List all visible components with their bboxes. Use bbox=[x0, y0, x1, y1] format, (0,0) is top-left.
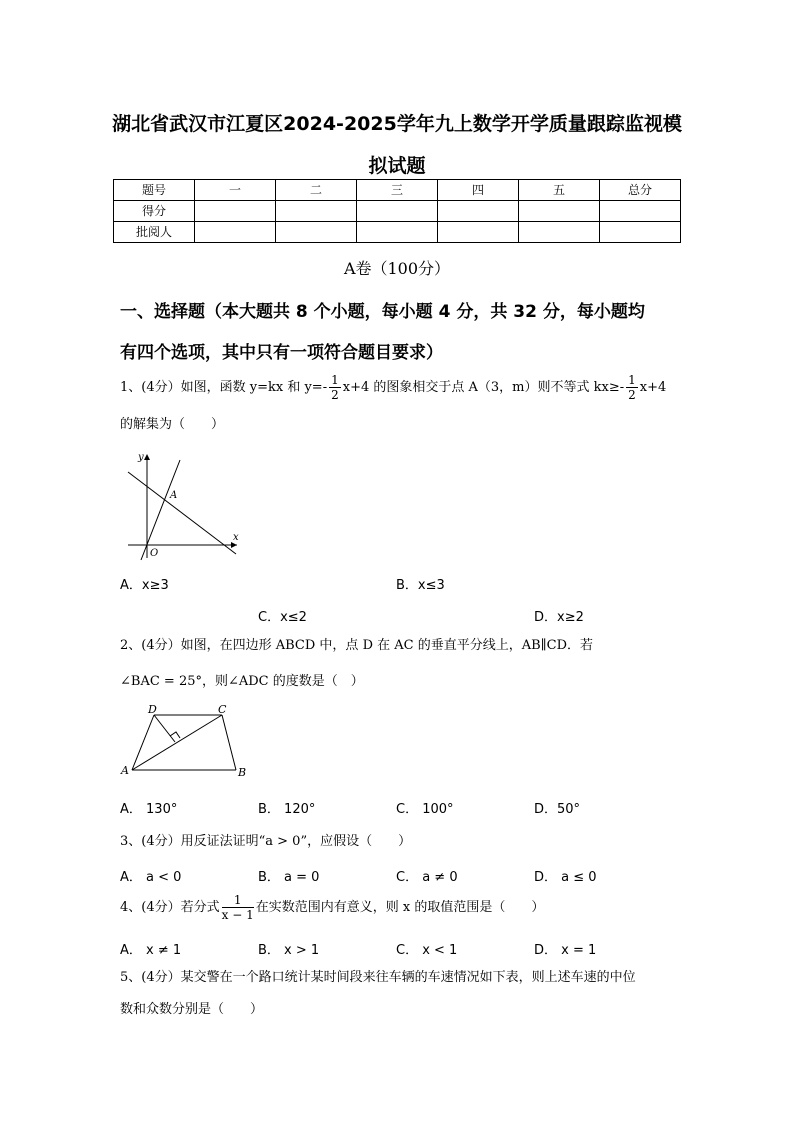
origin-label: O bbox=[150, 548, 159, 559]
score-cell bbox=[357, 201, 438, 222]
row-label: 得分 bbox=[114, 201, 195, 222]
question-5-line2: 数和众数分别是（ ） bbox=[120, 1002, 264, 1017]
question-1-line2: 的解集为（ ） bbox=[120, 417, 225, 432]
question-5-line1: 5、(4分）某交警在一个路口统计某时间段来往车辆的车速情况如下表，则上述车速的中位 bbox=[120, 970, 636, 985]
header-cell: 总分 bbox=[600, 180, 681, 201]
q2-option-a: A． 130° bbox=[120, 802, 178, 817]
q1-fraction-b: $\frac{1}{2}$ bbox=[628, 373, 636, 402]
y-axis-arrow-icon bbox=[144, 454, 150, 460]
reviewer-row bbox=[114, 222, 681, 243]
question-2-line2: ∠BAC = 25°，则∠ADC 的度数是（ ） bbox=[120, 674, 364, 689]
q2-option-d: D．50° bbox=[534, 802, 581, 817]
point-a-label: A bbox=[170, 490, 178, 501]
question-2-line1: 2、(4分）如图，在四边形 ABCD 中，点 D 在 AC 的垂直平分线上，AB∥CD．若 bbox=[120, 638, 594, 653]
label-c: C bbox=[218, 703, 227, 716]
q4-option-a: A． x ≠ 1 bbox=[120, 943, 182, 958]
question-1-line1 bbox=[120, 373, 690, 402]
x-axis-label: x bbox=[233, 532, 239, 543]
q3-option-b: B． a = 0 bbox=[258, 870, 320, 885]
line-decreasing bbox=[128, 472, 236, 554]
reviewer-cell bbox=[357, 222, 438, 243]
header-cell: 题号 bbox=[114, 180, 195, 201]
q2-option-b: B． 120° bbox=[258, 802, 316, 817]
q1-option-c: C．x≤2 bbox=[258, 610, 307, 625]
q4-fraction: $\frac{1}{x - 1}$ bbox=[221, 893, 254, 922]
label-a: A bbox=[121, 764, 129, 777]
score-table bbox=[113, 179, 681, 243]
header-cell: 三 bbox=[357, 180, 438, 201]
section-heading-line1: 一、选择题（本大题共 8 个小题，每小题 4 分，共 32 分，每小题均 bbox=[120, 302, 645, 322]
q4-option-b: B． x > 1 bbox=[258, 943, 320, 958]
exam-title-line2: 拟试题 bbox=[368, 155, 426, 177]
score-cell bbox=[195, 201, 276, 222]
q4-text-part1: 4、(4分）若分式 bbox=[120, 900, 220, 915]
perpendicular-segment bbox=[154, 715, 175, 742]
header-cell: 四 bbox=[438, 180, 519, 201]
volume-heading: A卷（100分） bbox=[343, 259, 451, 278]
reviewer-cell bbox=[438, 222, 519, 243]
score-cell bbox=[600, 201, 681, 222]
q1-text-part1: 1、(4分）如图，函数 y=kx 和 y=- bbox=[120, 380, 328, 395]
score-cell bbox=[276, 201, 357, 222]
score-cell bbox=[438, 201, 519, 222]
label-d: D bbox=[148, 703, 157, 716]
q1-graph-figure bbox=[122, 450, 242, 562]
reviewer-cell bbox=[276, 222, 357, 243]
row-label: 批阅人 bbox=[114, 222, 195, 243]
header-cell: 一 bbox=[195, 180, 276, 201]
exam-title-line1: 湖北省武汉市江夏区2024-2025学年九上数学开学质量跟踪监视模 bbox=[112, 113, 682, 135]
q4-option-c: C． x < 1 bbox=[396, 943, 458, 958]
q1-text-part2: x+4 的图象相交于点 A（3，m）则不等式 kx≥- bbox=[342, 380, 625, 395]
question-3-line1: 3、(4分）用反证法证明“a > 0”，应假设（ ） bbox=[120, 834, 412, 849]
segment-ac bbox=[132, 715, 222, 770]
reviewer-cell bbox=[519, 222, 600, 243]
score-cell bbox=[519, 201, 600, 222]
q4-option-d: D． x = 1 bbox=[534, 943, 597, 958]
q1-option-b: B．x≤3 bbox=[396, 578, 445, 593]
q1-option-d: D．x≥2 bbox=[534, 610, 584, 625]
score-table-header-row bbox=[114, 180, 681, 201]
q4-text-part2: 在实数范围内有意义，则 x 的取值范围是（ ） bbox=[255, 900, 545, 915]
score-row bbox=[114, 201, 681, 222]
q3-option-d: D． a ≤ 0 bbox=[534, 870, 597, 885]
label-b: B bbox=[238, 766, 247, 779]
reviewer-cell bbox=[195, 222, 276, 243]
segment-cb bbox=[222, 715, 236, 770]
header-cell: 二 bbox=[276, 180, 357, 201]
q2-quadrilateral-figure bbox=[118, 702, 252, 782]
y-axis-label: y bbox=[138, 452, 144, 463]
q3-option-a: A． a < 0 bbox=[120, 870, 182, 885]
q3-option-c: C． a ≠ 0 bbox=[396, 870, 458, 885]
section-heading-line2: 有四个选项，其中只有一项符合题目要求） bbox=[120, 343, 443, 363]
question-4-line1 bbox=[120, 893, 690, 922]
q1-text-part3: x+4 bbox=[639, 380, 667, 395]
q1-fraction-a: $\frac{1}{2}$ bbox=[331, 373, 339, 402]
q2-option-c: C． 100° bbox=[396, 802, 454, 817]
reviewer-cell bbox=[600, 222, 681, 243]
header-cell: 五 bbox=[519, 180, 600, 201]
q1-option-a: A．x≥3 bbox=[120, 578, 169, 593]
segment-ad bbox=[132, 715, 154, 770]
